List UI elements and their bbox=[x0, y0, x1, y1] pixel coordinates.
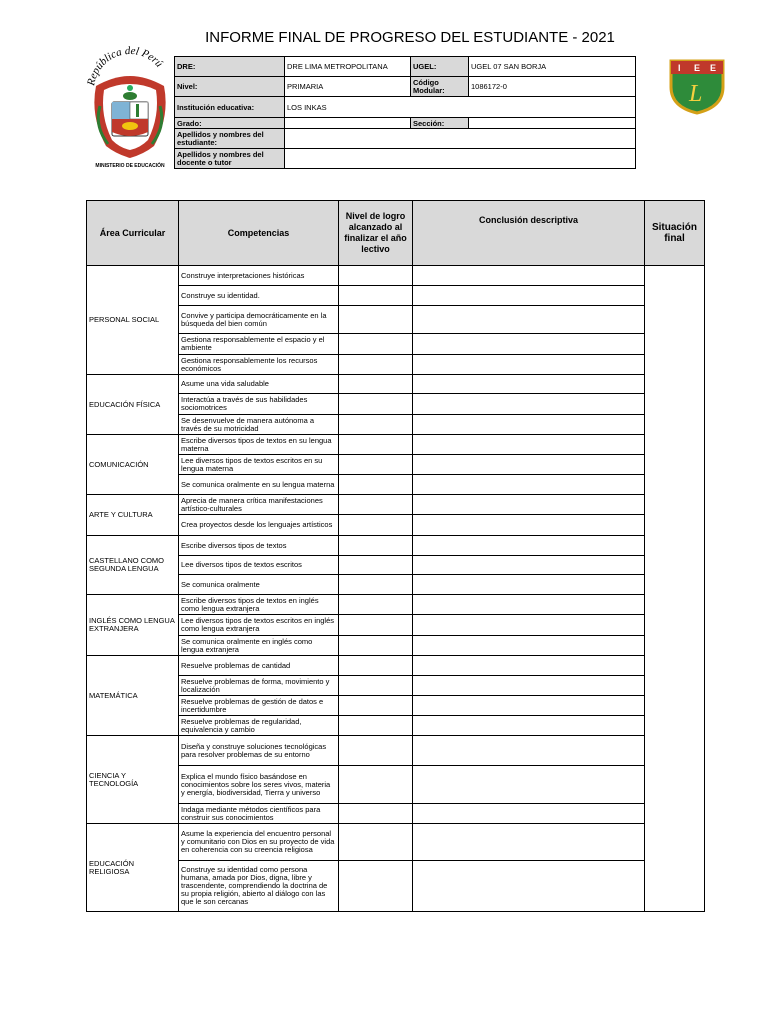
competencia-cell: Asume la experiencia del encuentro personal y comunitario con Dios en su proyecto de vida en coherencia con su creencia religiosa bbox=[179, 824, 339, 861]
table-row bbox=[87, 824, 705, 861]
conclusion-cell[interactable] bbox=[413, 266, 645, 286]
conclusion-cell[interactable] bbox=[413, 676, 645, 696]
col-nivel-header: Nivel de logro alcanzado al finalizar el año lectivo bbox=[339, 201, 413, 266]
competencia-cell: Convive y participa democráticamente en la búsqueda del bien común bbox=[179, 306, 339, 334]
conclusion-cell[interactable] bbox=[413, 306, 645, 334]
table-row bbox=[87, 475, 705, 495]
nivel-cell[interactable] bbox=[339, 575, 413, 595]
table-row bbox=[87, 394, 705, 415]
table-row bbox=[87, 375, 705, 394]
conclusion-cell[interactable] bbox=[413, 415, 645, 435]
competencia-cell: Construye interpretaciones históricas bbox=[179, 266, 339, 286]
conclusion-cell[interactable] bbox=[413, 615, 645, 636]
competencia-cell: Diseña y construye soluciones tecnológicas para resolver problemas de su entorno bbox=[179, 736, 339, 766]
conclusion-cell[interactable] bbox=[413, 394, 645, 415]
table-row bbox=[87, 515, 705, 536]
nivel-cell[interactable] bbox=[339, 861, 413, 912]
conclusion-cell[interactable] bbox=[413, 375, 645, 394]
nivel-cell[interactable] bbox=[339, 375, 413, 394]
table-row bbox=[87, 286, 705, 306]
conclusion-cell[interactable] bbox=[413, 286, 645, 306]
table-row bbox=[87, 306, 705, 334]
nivel-cell[interactable] bbox=[339, 536, 413, 556]
competencia-cell: Se comunica oralmente bbox=[179, 575, 339, 595]
nivel-cell[interactable] bbox=[339, 334, 413, 355]
conclusion-cell[interactable] bbox=[413, 696, 645, 716]
conclusion-cell[interactable] bbox=[413, 334, 645, 355]
institucion-value: LOS INKAS bbox=[285, 97, 636, 118]
situacion-cell[interactable] bbox=[645, 266, 705, 912]
svg-text:L: L bbox=[689, 81, 703, 107]
competencia-cell: Explica el mundo físico basándose en conocimientos sobre los seres vivos, materia y energía, biodiversidad, Tierra y universo bbox=[179, 766, 339, 804]
nivel-cell[interactable] bbox=[339, 495, 413, 515]
conclusion-cell[interactable] bbox=[413, 495, 645, 515]
area-cell: CIENCIA Y TECNOLOGÍA bbox=[87, 736, 179, 824]
nivel-cell[interactable] bbox=[339, 394, 413, 415]
nivel-cell[interactable] bbox=[339, 656, 413, 676]
col-situacion-header: Situación final bbox=[645, 201, 705, 266]
competencia-cell: Interactúa a través de sus habilidades sociomotrices bbox=[179, 394, 339, 415]
grado-value bbox=[285, 118, 411, 129]
area-cell: COMUNICACIÓN bbox=[87, 435, 179, 495]
table-row bbox=[87, 355, 705, 375]
institucion-label: Institución educativa: bbox=[175, 97, 285, 118]
col-competencias-header: Competencias bbox=[179, 201, 339, 266]
competencia-cell: Aprecia de manera crítica manifestaciones artístico-culturales bbox=[179, 495, 339, 515]
competencia-cell: Construye su identidad. bbox=[179, 286, 339, 306]
nivel-cell[interactable] bbox=[339, 696, 413, 716]
conclusion-cell[interactable] bbox=[413, 824, 645, 861]
area-cell: EDUCACIÓN FÍSICA bbox=[87, 375, 179, 435]
area-cell: MATEMÁTICA bbox=[87, 656, 179, 736]
dre-label: DRE: bbox=[175, 57, 285, 77]
competencia-cell: Lee diversos tipos de textos escritos en inglés como lengua extranjera bbox=[179, 615, 339, 636]
nivel-cell[interactable] bbox=[339, 435, 413, 455]
nivel-cell[interactable] bbox=[339, 266, 413, 286]
table-row bbox=[87, 696, 705, 716]
conclusion-cell[interactable] bbox=[413, 595, 645, 615]
table-row bbox=[87, 266, 705, 286]
nivel-cell[interactable] bbox=[339, 475, 413, 495]
nivel-cell[interactable] bbox=[339, 736, 413, 766]
nivel-cell[interactable] bbox=[339, 355, 413, 375]
area-cell: ARTE Y CULTURA bbox=[87, 495, 179, 536]
conclusion-cell[interactable] bbox=[413, 656, 645, 676]
nivel-cell[interactable] bbox=[339, 515, 413, 536]
competencia-cell: Gestiona responsablemente los recursos económicos bbox=[179, 355, 339, 375]
nivel-cell[interactable] bbox=[339, 306, 413, 334]
competencies-table bbox=[86, 200, 705, 912]
nivel-value: PRIMARIA bbox=[285, 77, 411, 97]
table-row bbox=[87, 435, 705, 455]
conclusion-cell[interactable] bbox=[413, 766, 645, 804]
table-row bbox=[87, 861, 705, 912]
competencia-cell: Resuelve problemas de regularidad, equivalencia y cambio bbox=[179, 716, 339, 736]
competencia-cell: Lee diversos tipos de textos escritos bbox=[179, 556, 339, 575]
svg-text:E: E bbox=[710, 63, 717, 73]
conclusion-cell[interactable] bbox=[413, 636, 645, 656]
table-row bbox=[87, 636, 705, 656]
table-row bbox=[87, 455, 705, 475]
nivel-label: Nivel: bbox=[175, 77, 285, 97]
report-title: INFORME FINAL DE PROGRESO DEL ESTUDIANTE - 2021 bbox=[205, 29, 615, 46]
svg-text:República del Perú: República del Perú bbox=[86, 46, 166, 87]
ugel-value: UGEL 07 SAN BORJA bbox=[469, 57, 636, 77]
conclusion-cell[interactable] bbox=[413, 804, 645, 824]
table-row bbox=[87, 676, 705, 696]
conclusion-cell[interactable] bbox=[413, 556, 645, 575]
codigo-label: Código Modular: bbox=[411, 77, 469, 97]
col-conclusion-header: Conclusión descriptiva bbox=[413, 201, 645, 266]
docente-value bbox=[285, 149, 636, 169]
area-cell: EDUCACIÓN RELIGIOSA bbox=[87, 824, 179, 912]
nivel-cell[interactable] bbox=[339, 415, 413, 435]
estudiante-label: Apellidos y nombres del estudiante: bbox=[175, 129, 285, 149]
table-row bbox=[87, 334, 705, 355]
competencia-cell: Escribe diversos tipos de textos en su lengua materna bbox=[179, 435, 339, 455]
table-row bbox=[87, 804, 705, 824]
table-row bbox=[87, 415, 705, 435]
estudiante-value bbox=[285, 129, 636, 149]
peru-coat-of-arms bbox=[86, 46, 174, 172]
table-row bbox=[87, 536, 705, 556]
dre-value: DRE LIMA METROPOLITANA bbox=[285, 57, 411, 77]
conclusion-cell[interactable] bbox=[413, 435, 645, 455]
nivel-cell[interactable] bbox=[339, 595, 413, 615]
nivel-cell[interactable] bbox=[339, 804, 413, 824]
ugel-label: UGEL: bbox=[411, 57, 469, 77]
svg-text:E: E bbox=[694, 63, 701, 73]
table-row bbox=[87, 716, 705, 736]
conclusion-cell[interactable] bbox=[413, 736, 645, 766]
conclusion-cell[interactable] bbox=[413, 455, 645, 475]
nivel-cell[interactable] bbox=[339, 676, 413, 696]
conclusion-cell[interactable] bbox=[413, 861, 645, 912]
competencia-cell: Resuelve problemas de forma, movimiento y localización bbox=[179, 676, 339, 696]
col-area-header: Área Curricular bbox=[87, 201, 179, 266]
conclusion-cell[interactable] bbox=[413, 536, 645, 556]
nivel-cell[interactable] bbox=[339, 556, 413, 575]
conclusion-cell[interactable] bbox=[413, 355, 645, 375]
conclusion-cell[interactable] bbox=[413, 475, 645, 495]
nivel-cell[interactable] bbox=[339, 286, 413, 306]
table-row bbox=[87, 575, 705, 595]
competencia-cell: Resuelve problemas de gestión de datos e incertidumbre bbox=[179, 696, 339, 716]
table-row bbox=[87, 556, 705, 575]
nivel-cell[interactable] bbox=[339, 455, 413, 475]
codigo-value: 1086172-0 bbox=[469, 77, 636, 97]
school-logo bbox=[667, 57, 727, 115]
seccion-value bbox=[469, 118, 636, 129]
competencia-cell: Se comunica oralmente en inglés como lengua extranjera bbox=[179, 636, 339, 656]
nivel-cell[interactable] bbox=[339, 824, 413, 861]
competencia-cell: Lee diversos tipos de textos escritos en su lengua materna bbox=[179, 455, 339, 475]
competencia-cell: Crea proyectos desde los lenguajes artísticos bbox=[179, 515, 339, 536]
table-row bbox=[87, 736, 705, 766]
competencia-cell: Se comunica oralmente en su lengua materna bbox=[179, 475, 339, 495]
table-row bbox=[87, 595, 705, 615]
nivel-cell[interactable] bbox=[339, 766, 413, 804]
area-cell: CASTELLANO COMO SEGUNDA LENGUA bbox=[87, 536, 179, 595]
table-row bbox=[87, 766, 705, 804]
ministry-label: MINISTERIO DE EDUCACIÓN bbox=[95, 163, 165, 169]
area-cell: PERSONAL SOCIAL bbox=[87, 266, 179, 375]
docente-label: Apellidos y nombres del docente o tutor bbox=[175, 149, 285, 169]
competencia-cell: Se desenvuelve de manera autónoma a través de su motricidad bbox=[179, 415, 339, 435]
student-info-table bbox=[174, 56, 636, 169]
conclusion-cell[interactable] bbox=[413, 515, 645, 536]
nivel-cell[interactable] bbox=[339, 615, 413, 636]
competencia-cell: Asume una vida saludable bbox=[179, 375, 339, 394]
conclusion-cell[interactable] bbox=[413, 716, 645, 736]
competencia-cell: Resuelve problemas de cantidad bbox=[179, 656, 339, 676]
table-row bbox=[87, 495, 705, 515]
svg-text:I: I bbox=[678, 63, 681, 73]
competencia-cell: Indaga mediante métodos científicos para construir sus conocimientos bbox=[179, 804, 339, 824]
table-row bbox=[87, 615, 705, 636]
competencia-cell: Construye su identidad como persona humana, amada por Dios, digna, libre y trascendente, comprendiendo la doctrina de su propia religión, abierto al diálogo con las que le son cercanas bbox=[179, 861, 339, 912]
competencia-cell: Gestiona responsablemente el espacio y el ambiente bbox=[179, 334, 339, 355]
competencia-cell: Escribe diversos tipos de textos en inglés como lengua extranjera bbox=[179, 595, 339, 615]
nivel-cell[interactable] bbox=[339, 716, 413, 736]
seccion-label: Sección: bbox=[411, 118, 469, 129]
competencia-cell: Escribe diversos tipos de textos bbox=[179, 536, 339, 556]
conclusion-cell[interactable] bbox=[413, 575, 645, 595]
grado-label: Grado: bbox=[175, 118, 285, 129]
table-row bbox=[87, 656, 705, 676]
area-cell: INGLÉS COMO LENGUA EXTRANJERA bbox=[87, 595, 179, 656]
nivel-cell[interactable] bbox=[339, 636, 413, 656]
